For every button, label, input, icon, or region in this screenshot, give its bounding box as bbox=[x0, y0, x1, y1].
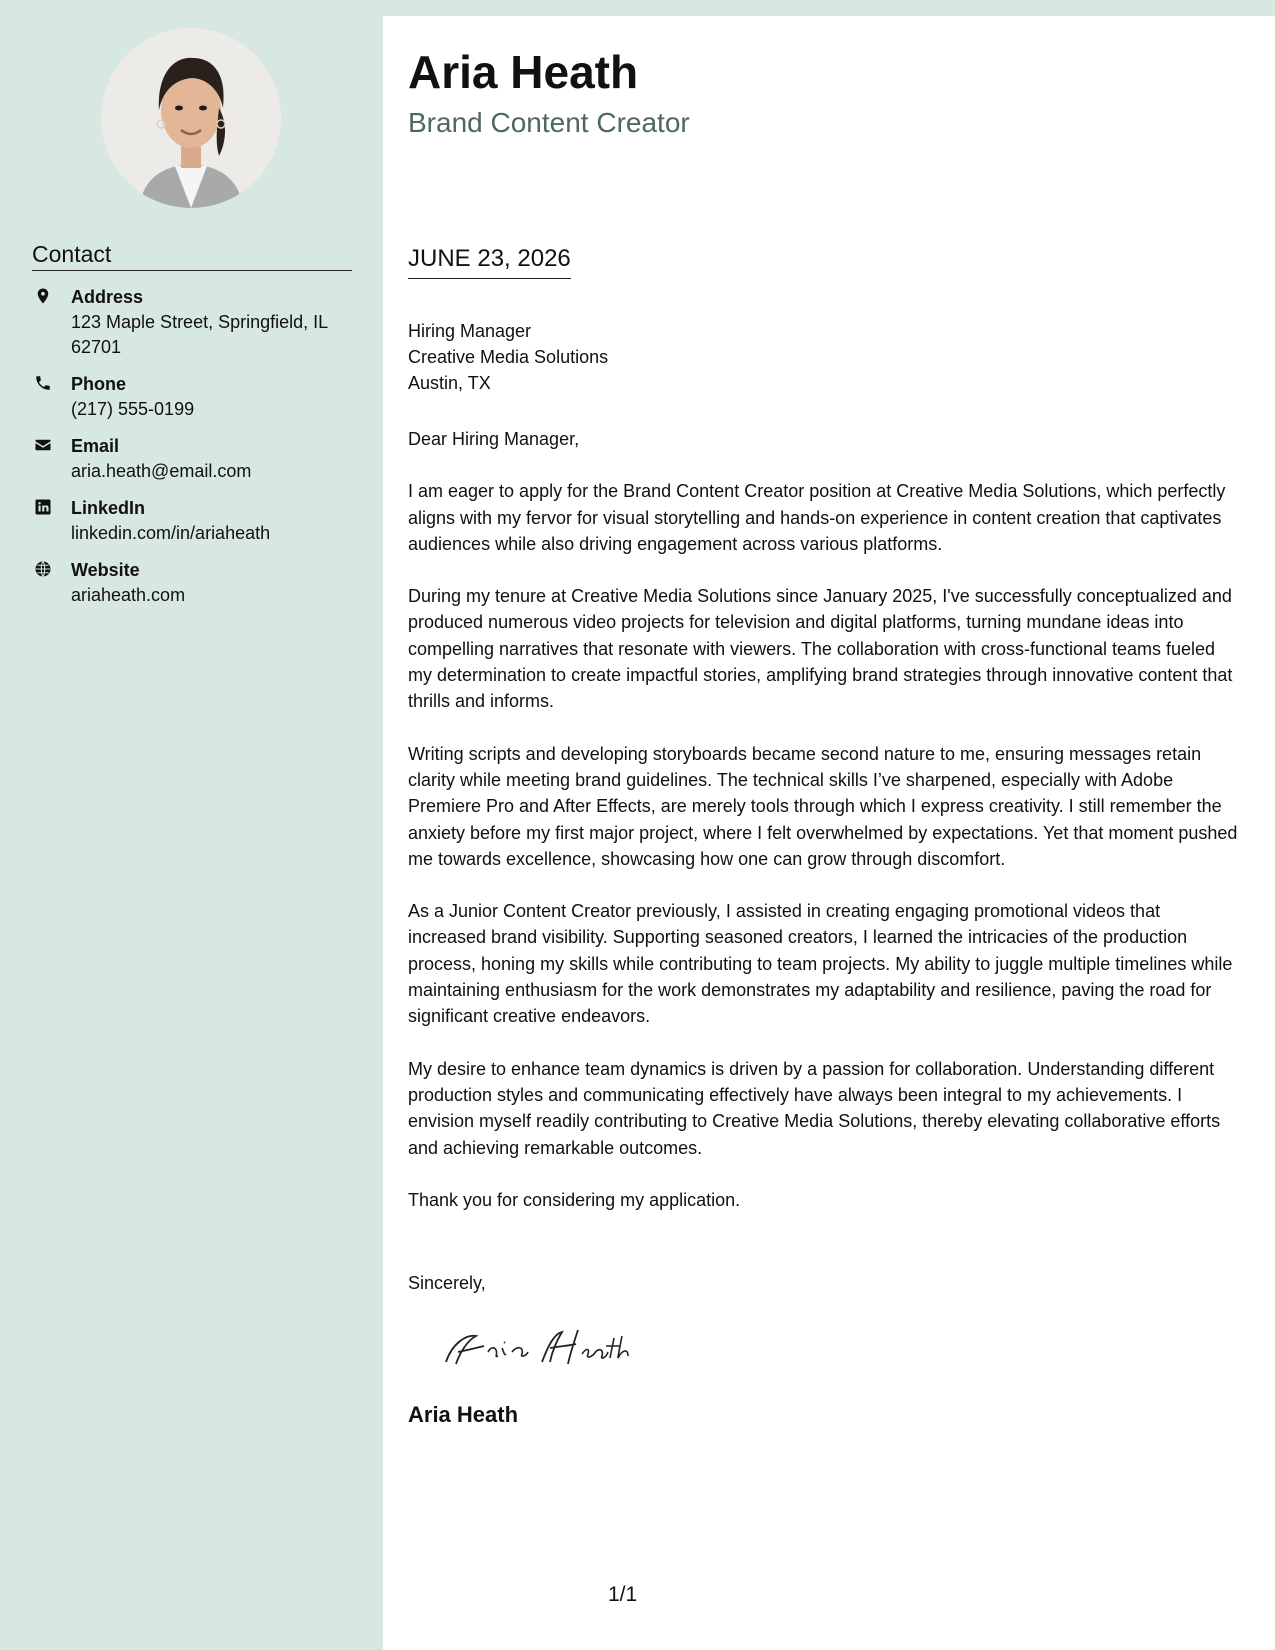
contact-label: LinkedIn bbox=[71, 498, 146, 518]
applicant-name: Aria Heath bbox=[408, 46, 639, 98]
paragraph-4: As a Junior Content Creator previously, I assisted in creating engaging promotional videos that increased brand visibility. Supporting seasoned creators, I learned the intricacies of the production process, honing my skills while contributing to team projects. My ability to juggle multiple timelines while maintaining enthusiasm for the work demonstrates my adaptability and resilience, paving the road for significant creative endeavors. bbox=[408, 901, 1233, 1027]
contact-heading: Contact bbox=[32, 240, 352, 271]
page-number: 1/1 bbox=[608, 1583, 638, 1606]
contact-list bbox=[32, 285, 362, 620]
signed-name: Aria Heath bbox=[408, 1402, 519, 1427]
paragraph-2: During my tenure at Creative Media Solutions since January 2025, I've successfully conceptualized and produced numerous video projects for television and digital platforms, turning mundane ideas into compelling narratives that resonate with viewers. The collaboration with cross-functional teams fueled my determination to create impactful stories, amplifying brand strategies through innovative content that thrills and informs. bbox=[408, 586, 1233, 712]
avatar bbox=[101, 28, 281, 208]
paragraph-6: Thank you for considering my application. bbox=[408, 1189, 741, 1210]
recipient-company: Creative Media Solutions bbox=[408, 347, 609, 367]
profile-photo bbox=[101, 28, 281, 208]
envelope-icon bbox=[34, 436, 52, 454]
contact-label: Website bbox=[71, 560, 140, 580]
contact-item-phone bbox=[32, 372, 362, 422]
paragraph-3: Writing scripts and developing storyboards became second nature to me, ensuring messages retain clarity while meeting brand guidelines. The technical skills I’ve sharpened, especially with Adobe Premiere Pro and After Effects, are merely tools through which I express creativity. I still remember the anxiety before my first major project, where I felt overwhelmed by expectations. Yet that moment pushed me towards excellence, showcasing how one can grow through discomfort. bbox=[408, 743, 1238, 869]
contact-label: Email bbox=[71, 436, 120, 456]
paragraph-1: I am eager to apply for the Brand Content Creator position at Creative Media Solutions, which perfectly aligns with my fervor for visual storytelling and hands-on experience in content creation that captivates audiences while also driving engagement across various platforms. bbox=[408, 481, 1226, 554]
linkedin-value[interactable]: linkedin.com/in/ariaheath bbox=[71, 523, 271, 543]
location-pin-icon bbox=[34, 287, 52, 305]
linkedin-icon bbox=[34, 498, 52, 516]
phone-icon bbox=[34, 374, 52, 392]
contact-item-email bbox=[32, 434, 362, 484]
closing: Sincerely, bbox=[408, 1273, 486, 1293]
globe-icon bbox=[34, 560, 52, 578]
paragraph-5: My desire to enhance team dynamics is driven by a passion for collaboration. Understanding different production styles and communicating effectively have always been integral to my achievements. I envision myself readily contributing to Creative Media Solutions, thereby elevating collaborative efforts and achieving remarkable outcomes. bbox=[408, 1058, 1221, 1158]
contact-label: Phone bbox=[71, 374, 127, 394]
recipient-location: Austin, TX bbox=[408, 373, 491, 393]
handwritten-signature bbox=[438, 1316, 658, 1376]
salutation: Dear Hiring Manager, bbox=[408, 429, 580, 449]
letter-body bbox=[408, 426, 1238, 1239]
letter-panel bbox=[383, 16, 1275, 1650]
contact-item-linkedin bbox=[32, 496, 362, 546]
recipient-block bbox=[408, 318, 608, 396]
applicant-role: Brand Content Creator bbox=[408, 107, 690, 138]
address-value: 123 Maple Street, Springfield, IL 62701 bbox=[71, 312, 328, 357]
letter-date: JUNE 23, 2026 bbox=[408, 244, 571, 279]
email-value[interactable]: aria.heath@email.com bbox=[71, 461, 252, 481]
contact-item-website bbox=[32, 558, 362, 608]
contact-item-address bbox=[32, 285, 362, 360]
sidebar bbox=[0, 0, 383, 1650]
website-value[interactable]: ariaheath.com bbox=[71, 585, 186, 605]
phone-value: (217) 555-0199 bbox=[71, 399, 195, 419]
contact-label: Address bbox=[71, 287, 144, 307]
recipient-title: Hiring Manager bbox=[408, 321, 532, 341]
